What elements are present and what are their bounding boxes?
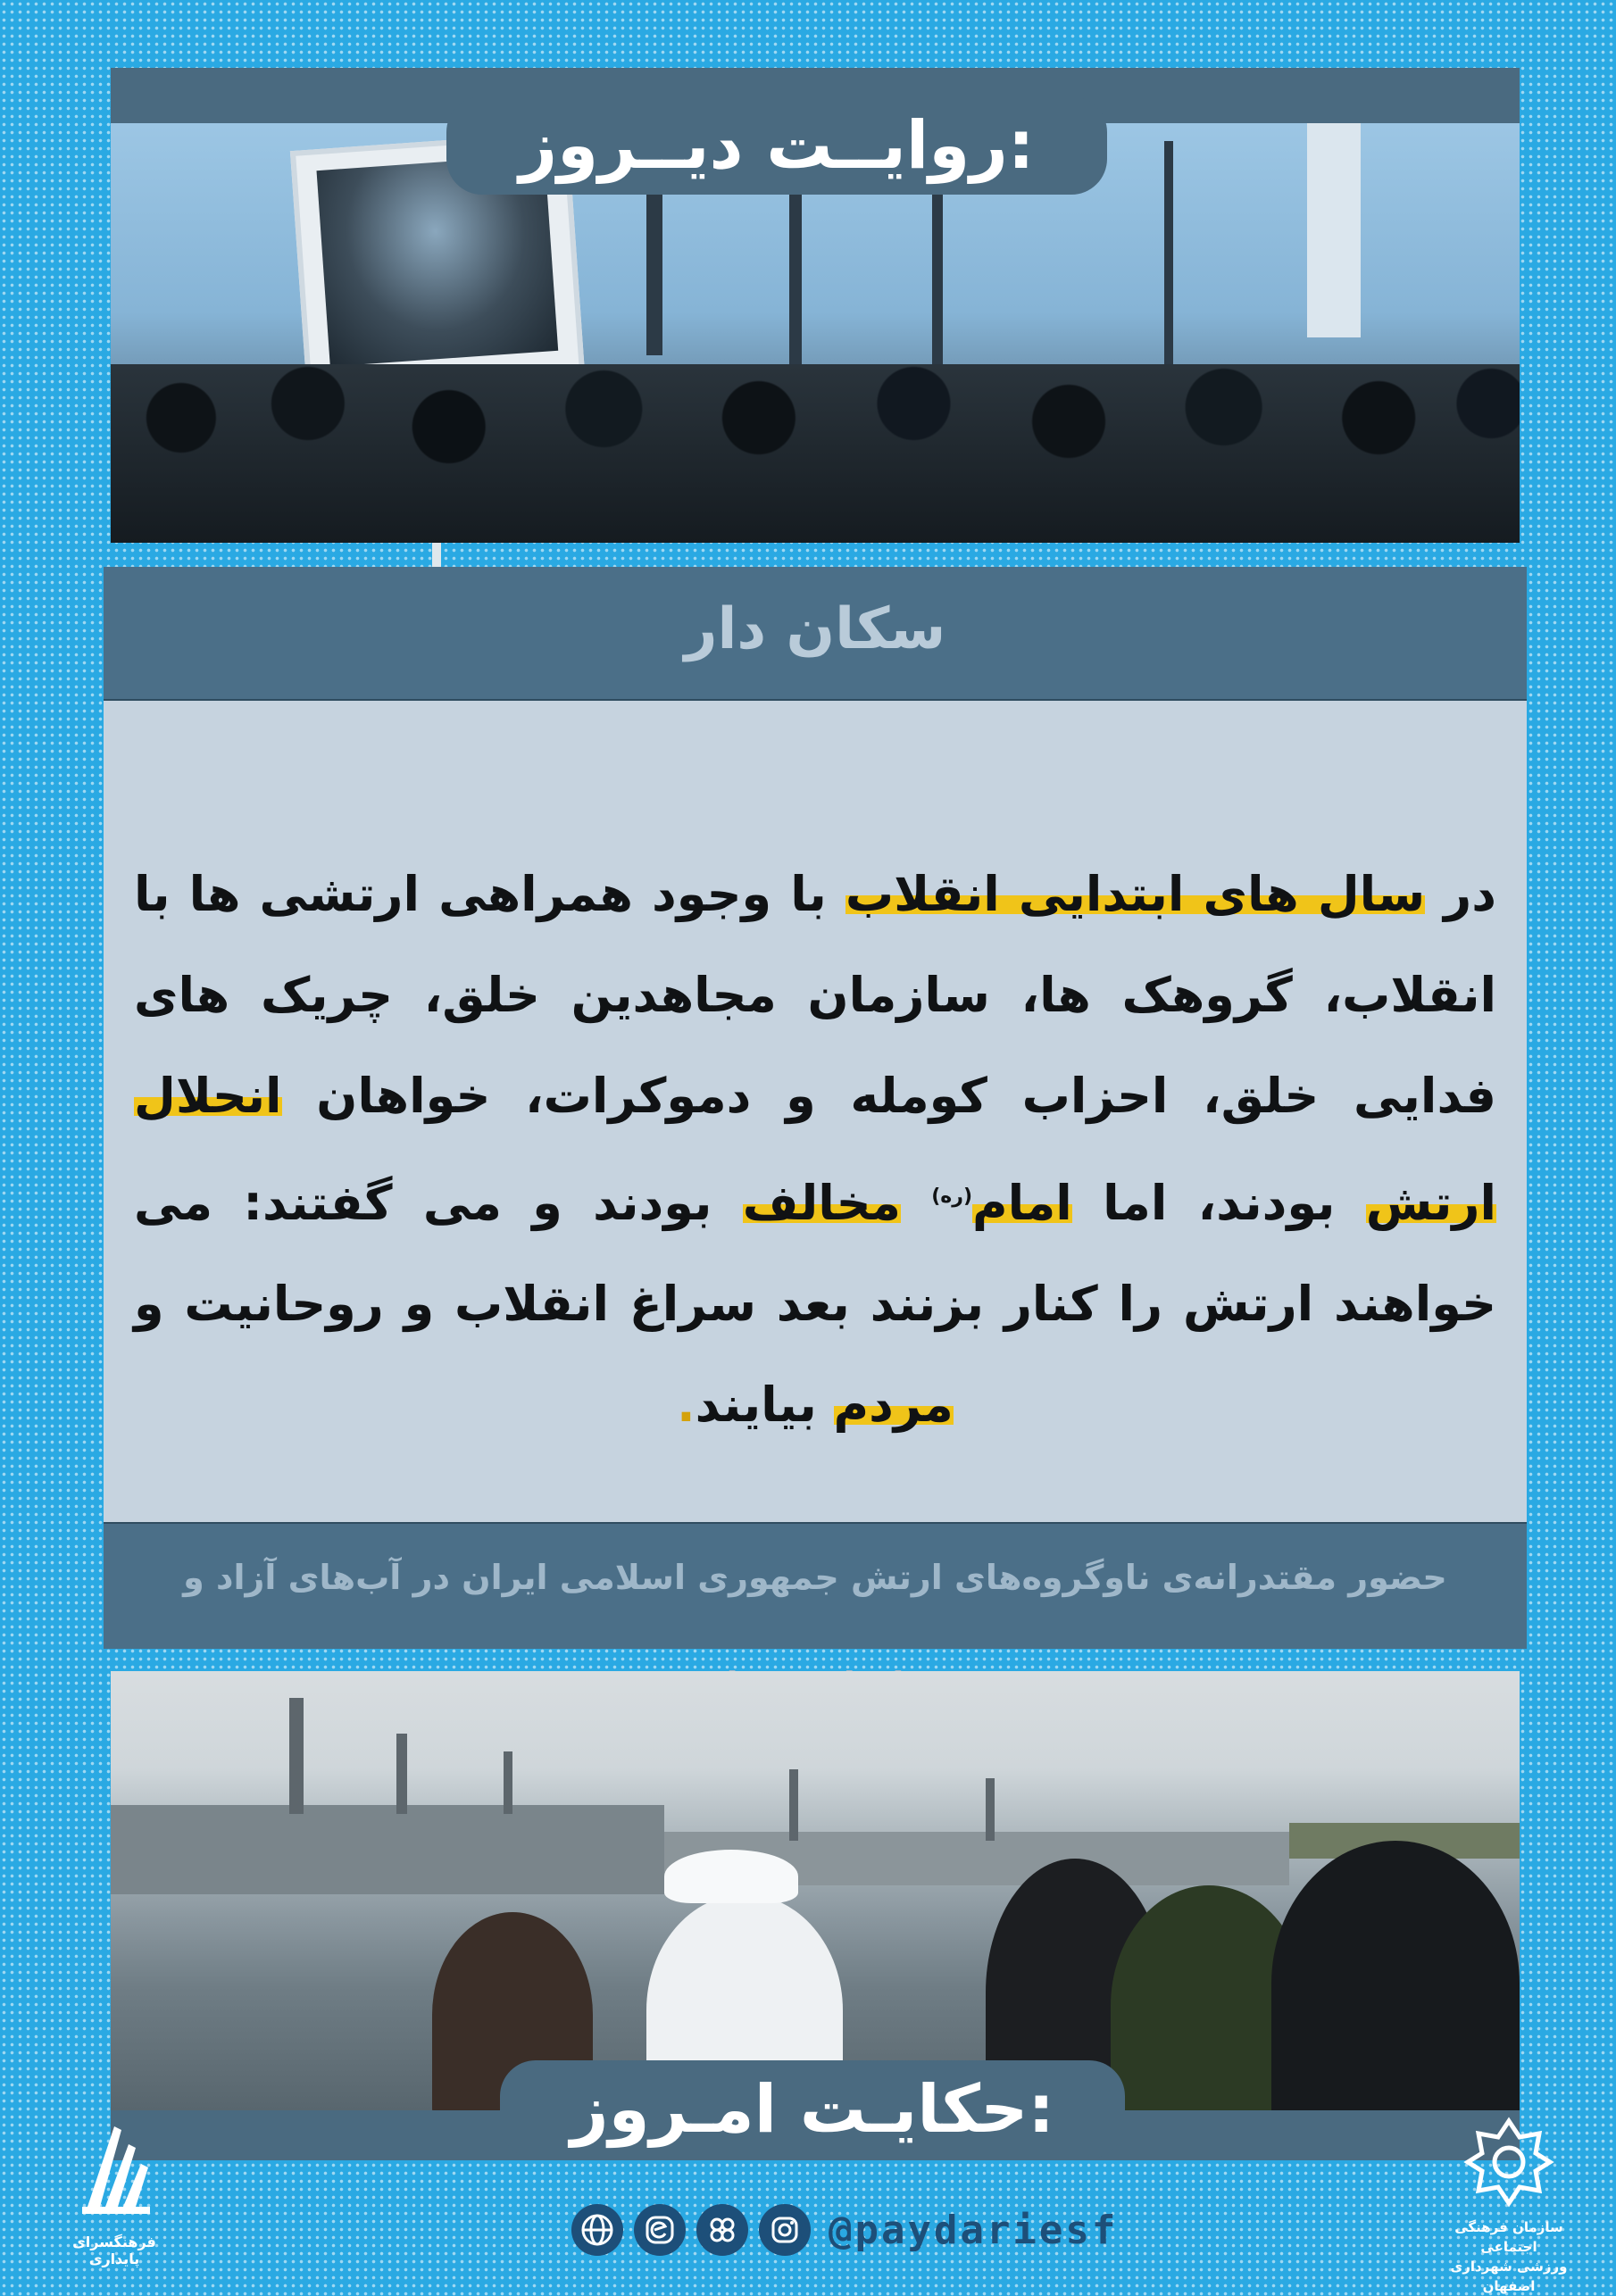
story-card-header [104, 567, 1527, 701]
story-card-footer [104, 1522, 1527, 1649]
eitaa-icon[interactable] [634, 2204, 686, 2256]
photo-caption: حضور مقتدرانه‌ی ناوگروه‌های ارتش جمهوری اسلامی ایران در آب‌های آزاد و [183, 1558, 1447, 1597]
highlight-phrase: سال های ابتدایی انقلاب [845, 866, 1426, 922]
highlight-phrase: مخالف [742, 1175, 901, 1231]
paragraph-text: بیایند [695, 1377, 834, 1433]
yesterday-title: روایــت دیــروز: [446, 96, 1107, 195]
naval-photo [111, 1671, 1520, 2110]
paydari-logo [52, 2117, 177, 2269]
globe-icon[interactable] [571, 2204, 623, 2256]
social-links [571, 2203, 1118, 2257]
story-paragraph [134, 844, 1496, 1455]
paydari-emblem-icon [70, 2117, 159, 2225]
paragraph-text [901, 1175, 931, 1231]
municipality-emblem-icon [1464, 2117, 1554, 2207]
paragraph-text: در [1425, 866, 1496, 922]
paragraph-text: بودند، اما [1071, 1175, 1366, 1231]
story-heading: سکان دار [684, 596, 946, 662]
instagram-icon[interactable] [759, 2204, 811, 2256]
highlight-phrase: انحلال ارتش [134, 1068, 1496, 1231]
paragraph-text: با وجود همراهی ارتشی ها با انقلاب، گروهک ها، سازمان مجاهدین خلق، چریک های فدایی خلق، احزاب کومله و دموکرات، خواهان [134, 866, 1496, 1124]
story-card-body [104, 701, 1527, 1522]
highlight-phrase: امام [972, 1175, 1072, 1231]
paydari-logo-caption: فرهنگسرای پایداری [72, 2234, 156, 2267]
rubika-icon[interactable] [696, 2204, 748, 2256]
honorific-superscript: (ره) [931, 1185, 972, 1208]
highlight-phrase: مردم [833, 1377, 954, 1433]
isfahan-municipality-logo [1429, 2117, 1589, 2294]
municipality-logo-caption [1429, 2217, 1589, 2296]
closing-period: . [677, 1377, 696, 1433]
crowd [111, 364, 1520, 543]
municipality-caption-line: ورزشی شهرداری اصفهان [1450, 2259, 1568, 2294]
municipality-caption-line: سازمان فرهنگی اجتماعی [1454, 2219, 1563, 2255]
today-title: حکایـت امـروز: [500, 2060, 1125, 2159]
paragraph-text: بودند و می گفتند: می خواهند ارتش را کنار بزنند بعد سراغ انقلاب و روحانیت و [134, 1175, 1496, 1332]
social-handle[interactable]: @paydariesf [829, 2207, 1119, 2253]
story-card [104, 567, 1527, 1649]
